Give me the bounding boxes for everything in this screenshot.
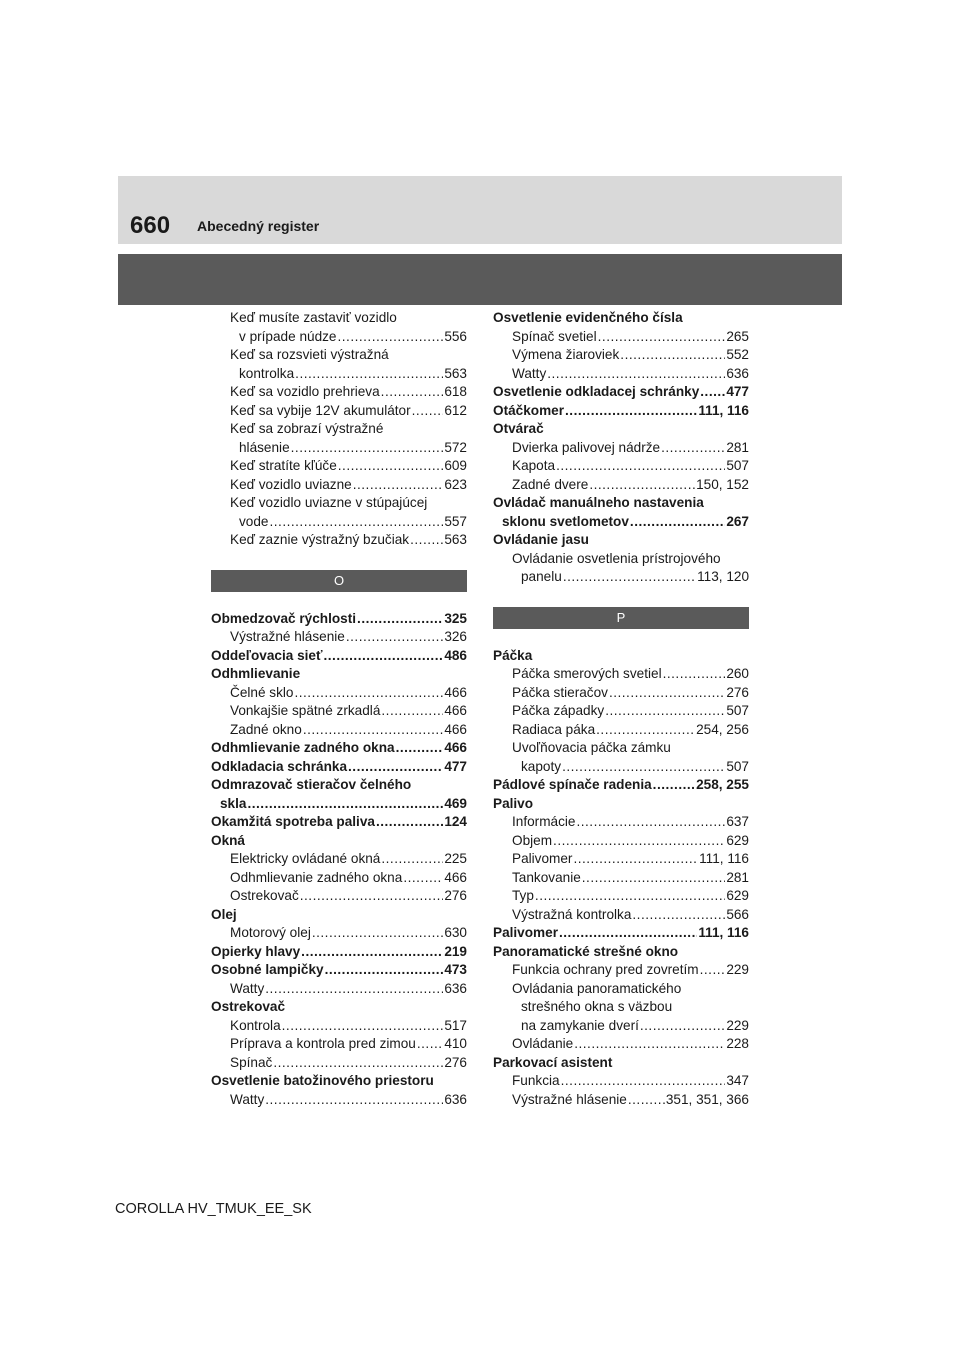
- index-entry: [493, 1035, 749, 1054]
- index-entry: [211, 494, 467, 513]
- index-term: Dvierka palivovej nádrže: [512, 439, 661, 455]
- index-page-ref: 347: [726, 1073, 749, 1088]
- index-page-ref: 150, 152: [696, 476, 749, 492]
- dot-leader: [700, 383, 725, 402]
- index-term: Kapota: [512, 458, 556, 473]
- index-page-ref: 265: [726, 328, 749, 344]
- index-group-continued: [211, 309, 467, 550]
- dot-leader: [338, 457, 444, 476]
- index-term: Zadné okno: [230, 721, 302, 737]
- index-term: Ovládač manuálneho nastavenia: [493, 495, 704, 510]
- page-number: 660: [130, 212, 171, 239]
- dot-leader: [605, 702, 725, 721]
- index-term: Motorový olej: [230, 925, 311, 940]
- index-term: hlásenie: [239, 439, 290, 455]
- index-entry: [493, 531, 749, 550]
- index-term: Otáčkomer: [493, 402, 565, 418]
- dot-leader: [535, 887, 725, 906]
- dot-leader: [381, 383, 444, 402]
- dot-leader: [348, 758, 443, 777]
- index-page-ref: 563: [444, 532, 467, 547]
- index-term: Spínač: [230, 1054, 273, 1070]
- index-term: Tankovanie: [512, 869, 581, 885]
- index-entry: [211, 402, 467, 421]
- index-term: Príprava a kontrola pred zimou: [230, 1036, 416, 1051]
- index-page-ref: 113, 120: [697, 569, 749, 584]
- dot-leader: [247, 795, 443, 814]
- dot-leader: [269, 513, 443, 532]
- dot-leader: [282, 1017, 444, 1036]
- index-term: strešného okna s väzbou: [521, 999, 673, 1014]
- index-entry: [211, 383, 467, 402]
- index-entry: [211, 346, 467, 365]
- dot-leader: [561, 1072, 726, 1091]
- index-page-ref: 254, 256: [696, 721, 749, 737]
- index-page-ref: 618: [444, 384, 467, 399]
- section-header-o: O: [211, 570, 467, 592]
- index-entry: [211, 610, 467, 629]
- index-page-ref: 111, 116: [698, 402, 749, 418]
- index-entry: [211, 961, 467, 980]
- dot-leader: [556, 457, 725, 476]
- index-page-ref: 517: [444, 1017, 467, 1033]
- index-column-right: [493, 309, 749, 1109]
- index-term: Radiaca páka: [512, 721, 596, 737]
- index-term: Watty: [230, 1091, 265, 1107]
- index-term: panelu: [521, 569, 562, 584]
- index-page-ref: 260: [726, 666, 749, 681]
- index-term: Keď sa rozsvieti výstražná: [230, 347, 389, 362]
- index-term: Funkcia: [512, 1073, 560, 1088]
- index-page-ref: 219: [444, 943, 467, 959]
- index-entry: [493, 980, 749, 999]
- dot-leader: [303, 721, 444, 740]
- dot-leader: [576, 813, 725, 832]
- index-term: Keď sa vybije 12V akumulátor: [230, 402, 411, 418]
- index-term: Watty: [512, 365, 547, 381]
- dot-leader: [381, 850, 443, 869]
- index-entry: [211, 795, 467, 814]
- dot-leader: [589, 476, 695, 495]
- index-term: kapoty: [521, 758, 562, 774]
- index-term: Olej: [211, 906, 237, 922]
- index-term: Keď musíte zastaviť vozidlo: [230, 310, 397, 325]
- index-group-o: [211, 610, 467, 1110]
- index-page-ref: 473: [444, 962, 467, 977]
- index-term: Okná: [211, 832, 245, 848]
- index-term: Ostrekovač: [230, 888, 299, 903]
- index-term: Elektricky ovládané okná: [230, 851, 381, 866]
- index-page-ref: 466: [444, 740, 467, 755]
- index-entry: [211, 684, 467, 703]
- index-entry: [211, 850, 467, 869]
- dot-leader: [291, 439, 444, 458]
- index-entry: [493, 550, 749, 569]
- dot-leader: [640, 1017, 725, 1036]
- index-entry: [493, 402, 749, 421]
- index-entry: [493, 365, 749, 384]
- index-page-ref: 410: [444, 1036, 467, 1051]
- index-term: Ovládania panoramatického: [512, 980, 682, 996]
- index-page-ref: 466: [444, 684, 467, 700]
- index-entry: [211, 647, 467, 666]
- dot-leader: [628, 1091, 665, 1110]
- dot-leader: [273, 1054, 443, 1073]
- index-page-ref: 507: [726, 703, 749, 718]
- index-entry: [493, 439, 749, 458]
- index-entry: [493, 739, 749, 758]
- index-term: Ovládanie jasu: [493, 532, 589, 547]
- index-entry: [493, 309, 749, 328]
- index-entry: [211, 1017, 467, 1036]
- index-entry: [211, 328, 467, 347]
- index-entry: [211, 739, 467, 758]
- index-term: Výmena žiaroviek: [512, 347, 620, 362]
- section-header-p: P: [493, 607, 749, 629]
- index-entry: [211, 924, 467, 943]
- index-entry: [211, 702, 467, 721]
- index-term: Informácie: [512, 814, 576, 829]
- index-entry: [493, 998, 749, 1017]
- index-term: Osvetlenie odkladacej schránky: [493, 384, 700, 399]
- dot-leader: [312, 924, 443, 943]
- dot-leader: [410, 531, 443, 550]
- index-page-ref: 469: [444, 795, 467, 811]
- index-page-ref: 507: [726, 758, 749, 774]
- index-term: Odhmlievanie: [211, 666, 301, 681]
- index-page-ref: 477: [444, 758, 467, 774]
- index-page-ref: 229: [726, 962, 749, 977]
- index-term: Odhmlievanie zadného okna: [230, 869, 403, 885]
- index-column-left: [211, 309, 467, 1109]
- index-page-ref: 111, 116: [699, 851, 749, 866]
- index-term: Panoramatické strešné okno: [493, 943, 679, 959]
- dot-leader: [547, 365, 725, 384]
- index-term: Obmedzovač rýchlosti: [211, 610, 357, 626]
- index-term: sklonu svetlometov: [502, 513, 629, 529]
- dot-leader: [381, 702, 443, 721]
- index-entry: [211, 832, 467, 851]
- index-term: Keď vozidlo uviazne: [230, 476, 352, 492]
- index-entry: [211, 943, 467, 962]
- index-page-ref: 228: [726, 1036, 749, 1051]
- index-entry: [211, 531, 467, 550]
- index-entry: [493, 457, 749, 476]
- index-term: Ovládanie: [512, 1036, 574, 1051]
- index-term: Výstražné hlásenie: [230, 629, 345, 644]
- dot-leader: [324, 647, 444, 666]
- index-entry: [211, 906, 467, 925]
- index-page-ref: 556: [444, 328, 467, 344]
- index-page-ref: 111, 116: [698, 925, 749, 940]
- index-entry: [493, 420, 749, 439]
- index-term: Okamžitá spotreba paliva: [211, 814, 375, 829]
- dot-leader: [630, 513, 725, 532]
- index-entry: [493, 1017, 749, 1036]
- index-page-ref: 276: [444, 1054, 467, 1070]
- index-term: Vonkajšie spätné zrkadlá: [230, 703, 381, 718]
- index-entry: [493, 665, 749, 684]
- index-term: Otvárač: [493, 421, 544, 436]
- dot-leader: [396, 739, 444, 758]
- dot-leader: [265, 1091, 443, 1110]
- index-term: vode: [239, 513, 269, 529]
- index-entry: [493, 647, 749, 666]
- index-page-ref: 630: [444, 925, 467, 940]
- index-page-ref: 636: [726, 365, 749, 381]
- index-term: Páčka západky: [512, 703, 605, 718]
- index-entry: [211, 869, 467, 888]
- index-entry: [493, 943, 749, 962]
- page-title: Abecedný register: [197, 218, 320, 234]
- dot-leader: [609, 684, 725, 703]
- dot-leader: [700, 961, 726, 980]
- index-entry: [211, 776, 467, 795]
- index-term: v prípade núdze: [239, 328, 337, 344]
- index-page-ref: 563: [444, 365, 467, 381]
- index-page-ref: 507: [726, 458, 749, 473]
- index-page-ref: 637: [726, 814, 749, 829]
- index-page-ref: 124: [444, 814, 467, 829]
- dot-leader: [653, 776, 695, 795]
- dot-leader: [294, 684, 443, 703]
- dot-leader: [573, 850, 698, 869]
- index-entry: [211, 420, 467, 439]
- index-entry: [493, 906, 749, 925]
- index-term: Výstražné hlásenie: [512, 1091, 627, 1107]
- index-term: Ostrekovač: [211, 999, 286, 1014]
- index-term: Odkladacia schránka: [211, 758, 348, 774]
- index-page-ref: 572: [444, 439, 467, 455]
- index-group-continued: [493, 309, 749, 587]
- index-entry: [493, 568, 749, 587]
- index-term: Watty: [230, 980, 265, 996]
- index-term: Ovládanie osvetlenia prístrojového: [512, 550, 721, 566]
- dot-leader: [357, 610, 443, 629]
- dot-leader: [301, 943, 443, 962]
- index-term: Typ: [512, 888, 534, 903]
- dot-leader: [412, 402, 444, 421]
- index-page-ref: 281: [726, 869, 749, 885]
- index-entry: [493, 813, 749, 832]
- index-entry: [211, 365, 467, 384]
- index-entry: [493, 494, 749, 513]
- dot-leader: [596, 721, 695, 740]
- dot-leader: [376, 813, 443, 832]
- index-entry: [493, 1054, 749, 1073]
- index-term: Palivo: [493, 795, 534, 811]
- dot-leader: [265, 980, 443, 999]
- index-entry: [493, 850, 749, 869]
- dot-leader: [632, 906, 725, 925]
- index-term: Čelné sklo: [230, 684, 294, 700]
- index-term: Funkcia ochrany pred zovretím: [512, 962, 699, 977]
- index-page-ref: 326: [444, 629, 467, 644]
- index-term: Pádlové spínače radenia: [493, 777, 652, 792]
- index-page-ref: 276: [726, 684, 749, 700]
- index-page-ref: 629: [726, 888, 749, 903]
- dot-leader: [403, 869, 443, 888]
- dot-leader: [598, 328, 726, 347]
- dot-leader: [661, 439, 725, 458]
- index-entry: [493, 383, 749, 402]
- index-page-ref: 267: [726, 513, 749, 529]
- index-page-ref: 486: [444, 647, 467, 663]
- index-page-ref: 629: [726, 832, 749, 848]
- index-term: Keď sa zobrazí výstražné: [230, 421, 384, 436]
- index-term: Osvetlenie evidenčného čísla: [493, 310, 683, 325]
- index-entry: [493, 758, 749, 777]
- index-entry: [493, 795, 749, 814]
- index-term: Páčka stieračov: [512, 684, 608, 700]
- index-page-ref: 466: [444, 869, 467, 885]
- index-page-ref: 557: [444, 513, 467, 529]
- index-term: Odmrazovač stieračov čelného: [211, 777, 412, 792]
- index-term: Spínač svetiel: [512, 328, 597, 344]
- index-term: Palivomer: [493, 925, 558, 940]
- index-term: Páčka smerových svetiel: [512, 666, 662, 681]
- index-group-p: [493, 647, 749, 1110]
- dot-leader: [562, 758, 725, 777]
- index-page-ref: 229: [726, 1017, 749, 1033]
- index-entry: [493, 476, 749, 495]
- index-entry: [493, 961, 749, 980]
- dot-leader: [325, 961, 444, 980]
- index-entry: [211, 439, 467, 458]
- index-page-ref: 612: [444, 402, 467, 418]
- index-entry: [211, 476, 467, 495]
- index-entry: [211, 457, 467, 476]
- index-entry: [493, 684, 749, 703]
- index-entry: [211, 628, 467, 647]
- index-entry: [211, 513, 467, 532]
- dot-leader: [353, 476, 444, 495]
- index-term: Osobné lampičky: [211, 962, 324, 977]
- dot-leader: [563, 568, 696, 587]
- index-entry: [493, 346, 749, 365]
- index-term: Keď zaznie výstražný bzučiak: [230, 532, 410, 547]
- index-entry: [211, 887, 467, 906]
- index-term: na zamykanie dverí: [521, 1017, 639, 1033]
- index-term: Palivomer: [512, 851, 573, 866]
- index-entry: [493, 1091, 749, 1110]
- dot-leader: [559, 924, 697, 943]
- index-term: kontrolka: [239, 365, 295, 381]
- dot-leader: [338, 328, 444, 347]
- index-page-ref: 351, 351, 366: [665, 1091, 749, 1107]
- index-page-ref: 276: [444, 888, 467, 903]
- dot-leader: [663, 665, 726, 684]
- index-entry: [493, 721, 749, 740]
- index-entry: [211, 721, 467, 740]
- index-page-ref: 636: [444, 980, 467, 996]
- index-entry: [211, 813, 467, 832]
- index-entry: [493, 776, 749, 795]
- dot-leader: [417, 1035, 443, 1054]
- index-page-ref: 466: [444, 703, 467, 718]
- index-term: Uvoľňovacia páčka zámku: [512, 740, 671, 755]
- index-term: Kontrola: [230, 1017, 281, 1033]
- dot-leader: [300, 887, 444, 906]
- index-entry: [211, 309, 467, 328]
- index-page-ref: 636: [444, 1091, 467, 1107]
- index-entry: [493, 869, 749, 888]
- index-entry: [211, 758, 467, 777]
- index-term: Zadné dvere: [512, 476, 589, 492]
- index-entry: [493, 513, 749, 532]
- index-entry: [211, 1072, 467, 1091]
- index-term: Keď sa vozidlo prehrieva: [230, 384, 380, 399]
- index-entry: [493, 1072, 749, 1091]
- index-page-ref: 225: [444, 851, 467, 866]
- dot-leader: [574, 1035, 725, 1054]
- index-term: Keď stratíte kľúče: [230, 458, 337, 473]
- index-page-ref: 325: [444, 610, 467, 626]
- index-page-ref: 552: [726, 347, 749, 362]
- index-term: Výstražná kontrolka: [512, 906, 632, 922]
- index-term: skla: [220, 795, 247, 811]
- dot-leader: [295, 365, 443, 384]
- index-term: Parkovací asistent: [493, 1054, 613, 1070]
- index-term: Páčka: [493, 647, 533, 663]
- index-entry: [211, 980, 467, 999]
- index-term: Odhmlievanie zadného okna: [211, 740, 395, 755]
- index-page-ref: 477: [726, 384, 749, 399]
- index-page-ref: 466: [444, 721, 467, 737]
- index-entry: [211, 665, 467, 684]
- index-term: Objem: [512, 832, 553, 848]
- index-page-ref: 623: [444, 476, 467, 492]
- index-term: Oddeľovacia sieť: [211, 647, 323, 663]
- index-term: Opierky hlavy: [211, 943, 301, 959]
- index-entry: [493, 924, 749, 943]
- dot-leader: [553, 832, 725, 851]
- index-term: Keď vozidlo uviazne v stúpajúcej: [230, 495, 428, 510]
- index-page-ref: 258, 255: [696, 777, 749, 792]
- index-page-ref: 609: [444, 458, 467, 473]
- footer-code: COROLLA HV_TMUK_EE_SK: [115, 1201, 312, 1217]
- index-term: Osvetlenie batožinového priestoru: [211, 1073, 434, 1088]
- index-entry: [211, 998, 467, 1017]
- header-band: [118, 254, 842, 305]
- index-entry: [493, 832, 749, 851]
- index-entry: [493, 887, 749, 906]
- index-entry: [493, 702, 749, 721]
- dot-leader: [582, 869, 726, 888]
- index-entry: [211, 1054, 467, 1073]
- index-entry: [211, 1091, 467, 1110]
- index-entry: [493, 328, 749, 347]
- index-page-ref: 281: [726, 439, 749, 455]
- index-page-ref: 566: [726, 906, 749, 922]
- dot-leader: [565, 402, 697, 421]
- dot-leader: [346, 628, 443, 647]
- index-entry: [211, 1035, 467, 1054]
- dot-leader: [620, 346, 725, 365]
